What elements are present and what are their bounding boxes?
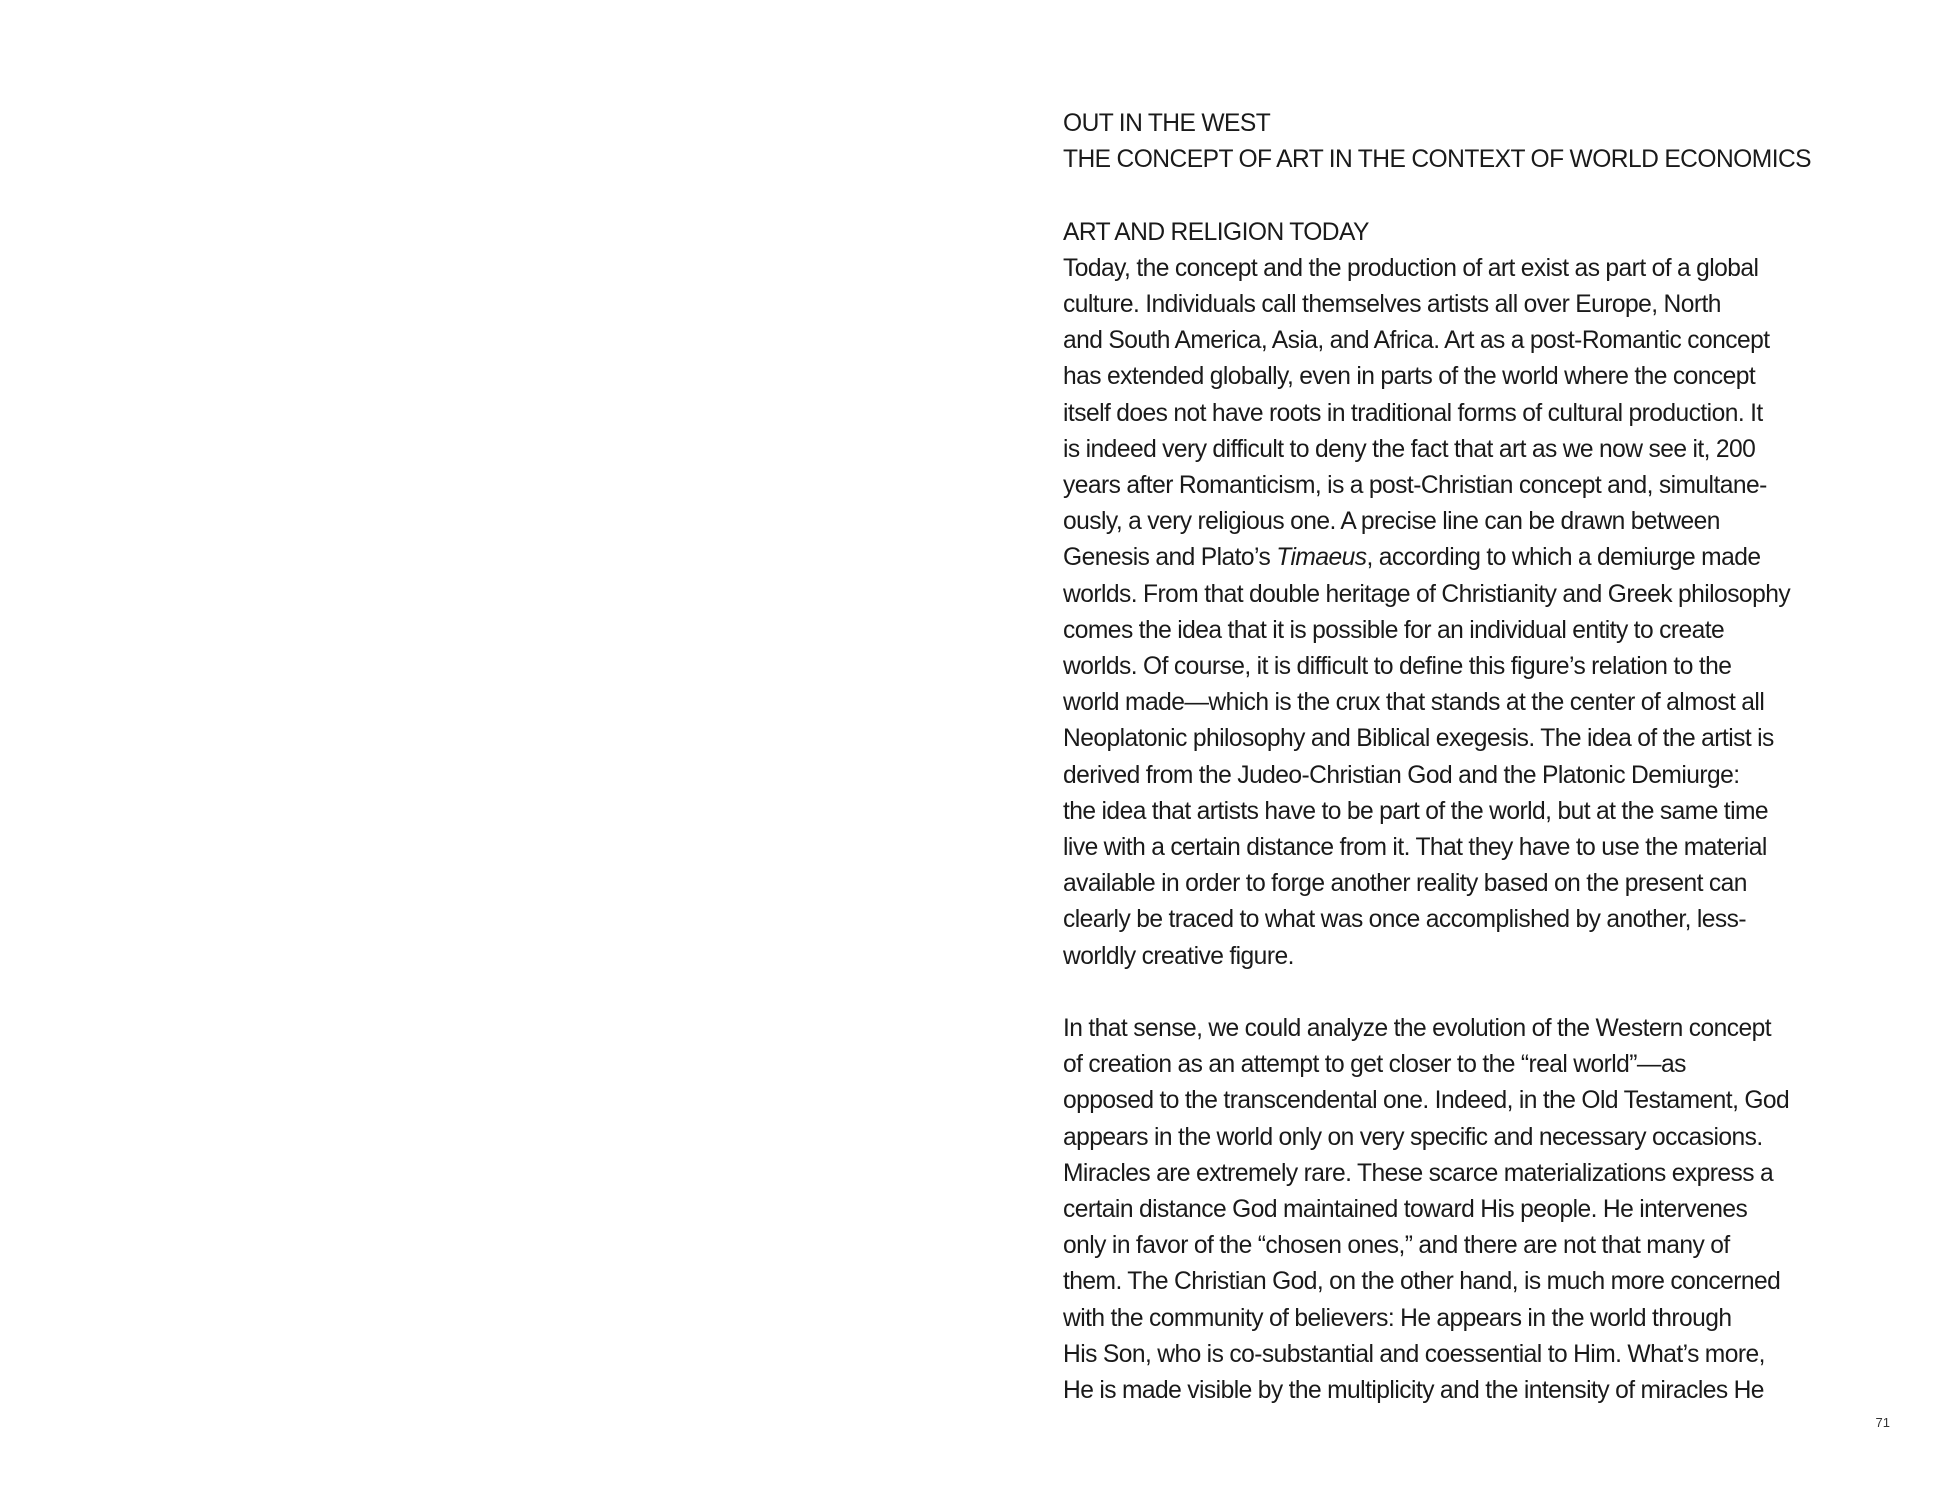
text-line: derived from the Judeo-Christian God and the Platonic Demiurge:	[1063, 761, 1740, 789]
text-column	[1063, 106, 1869, 1409]
text-line: of creation as an attempt to get closer to the “real world”—as	[1063, 1051, 1686, 1079]
text-line: worlds. Of course, it is difficult to define this figure’s relation to the	[1063, 653, 1732, 681]
text-line: Miracles are extremely rare. These scarce materializations express a	[1063, 1159, 1774, 1187]
page-number: 71	[1875, 1415, 1890, 1430]
text-line: culture. Individuals call themselves artists all over Europe, North	[1063, 291, 1721, 318]
text-line: available in order to forge another reality based on the present can	[1063, 870, 1747, 898]
text-line: world made—which is the crux that stands at the center of almost all	[1063, 689, 1765, 717]
text-line: has extended globally, even in parts of the world where the concept	[1063, 363, 1756, 391]
text-line: He is made visible by the multiplicity and the intensity of miracles He	[1063, 1377, 1764, 1405]
text-line: and South America, Asia, and Africa. Art as a post-Romantic concept	[1063, 327, 1770, 355]
section-title: ART AND RELIGION TODAY	[1063, 218, 1369, 246]
text-line: worldly creative figure.	[1063, 942, 1294, 970]
text-line: appears in the world only on very specific and necessary occasions.	[1063, 1123, 1763, 1151]
right-page	[971, 0, 1942, 1500]
text-line: In that sense, we could analyze the evolution of the Western concept	[1063, 1015, 1772, 1043]
text-line: years after Romanticism, is a post-Christian concept and, simultane-	[1063, 472, 1767, 500]
text-segment: Genesis and Plato’s	[1063, 544, 1277, 572]
spacer	[1063, 975, 1869, 1011]
text-line: the idea that artists have to be part of the world, but at the same time	[1063, 797, 1769, 825]
text-line	[1063, 540, 1869, 576]
text-line: clearly be traced to what was once accomplished by another, less-	[1063, 906, 1747, 934]
text-line: opposed to the transcendental one. Indeed, in the Old Testament, God	[1063, 1087, 1790, 1115]
text-segment: , according to which a demiurge made	[1366, 544, 1761, 572]
text-line: certain distance God maintained toward His people. He intervenes	[1063, 1196, 1748, 1224]
text-line: worlds. From that double heritage of Christianity and Greek philosophy	[1063, 580, 1791, 608]
spacer	[1063, 178, 1869, 214]
book-title-italic: Timaeus	[1276, 544, 1367, 572]
text-line: is indeed very difficult to deny the fact that art as we now see it, 200	[1063, 435, 1756, 463]
text-line: His Son, who is co-substantial and coessential to Him. What’s more,	[1063, 1340, 1765, 1368]
running-header-subtitle: THE CONCEPT OF ART IN THE CONTEXT OF WORLD ECONOMICS	[1063, 146, 1812, 174]
text-line: itself does not have roots in traditional forms of cultural production. It	[1063, 399, 1763, 427]
text-line: ously, a very religious one. A precise line can be drawn between	[1063, 508, 1720, 536]
text-line: comes the idea that it is possible for an individual entity to create	[1063, 616, 1725, 644]
paragraph-2	[1063, 1011, 1869, 1409]
text-line: Neoplatonic philosophy and Biblical exegesis. The idea of the artist is	[1063, 725, 1774, 753]
text-line: Today, the concept and the production of art exist as part of a global	[1063, 254, 1759, 282]
text-line: them. The Christian God, on the other hand, is much more concerned	[1063, 1268, 1781, 1296]
text-line: only in favor of the “chosen ones,” and there are not that many of	[1063, 1232, 1730, 1260]
text-line: with the community of believers: He appears in the world through	[1063, 1304, 1732, 1332]
paragraph-1	[1063, 251, 1869, 975]
running-header-title: OUT IN THE WEST	[1063, 110, 1271, 137]
text-line: live with a certain distance from it. That they have to use the material	[1063, 834, 1767, 862]
